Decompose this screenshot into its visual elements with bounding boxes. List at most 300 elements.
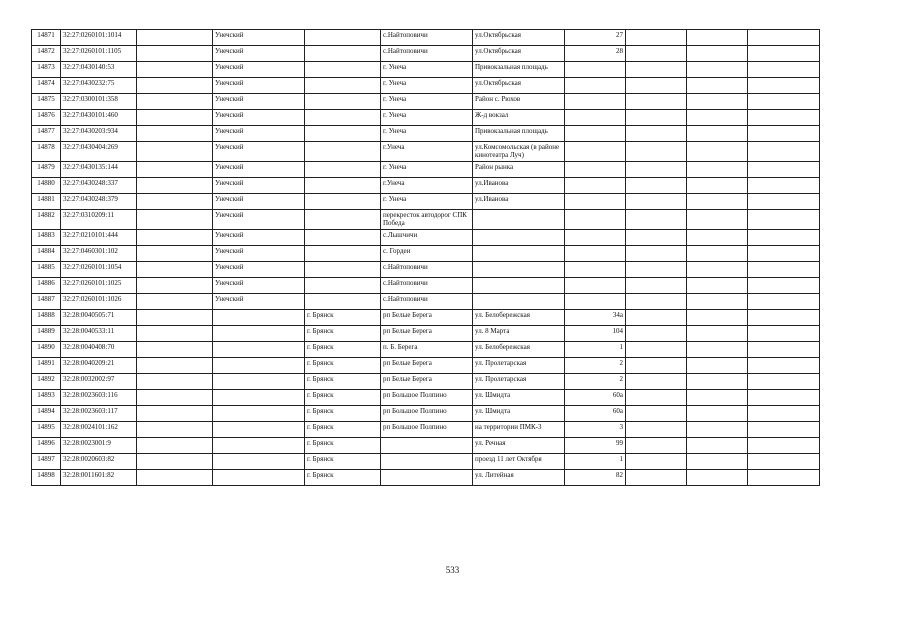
table-row bbox=[32, 422, 820, 438]
cell-city bbox=[305, 46, 381, 62]
cell-house-number: 28 bbox=[565, 46, 626, 62]
cell-cadastral-number: 32:27:0430404:269 bbox=[61, 142, 137, 162]
cell-city bbox=[305, 262, 381, 278]
cell-col-10 bbox=[687, 230, 748, 246]
cell-col-11 bbox=[748, 30, 820, 46]
cell-district: Унечский bbox=[213, 246, 305, 262]
cell-district: Унечский bbox=[213, 142, 305, 162]
cell-empty-col bbox=[137, 294, 213, 310]
cell-district: Унечский bbox=[213, 62, 305, 78]
cell-city: г. Брянск bbox=[305, 358, 381, 374]
cell-col-11 bbox=[748, 438, 820, 454]
cell-settlement: с.Найтоповичи bbox=[381, 30, 473, 46]
table-row bbox=[32, 406, 820, 422]
cell-district bbox=[213, 422, 305, 438]
cell-col-11 bbox=[748, 94, 820, 110]
cell-district bbox=[213, 438, 305, 454]
cell-settlement bbox=[381, 454, 473, 470]
cell-house-number bbox=[565, 246, 626, 262]
cell-settlement: рп Большое Полпино bbox=[381, 406, 473, 422]
cell-empty-col bbox=[137, 246, 213, 262]
cell-empty-col bbox=[137, 126, 213, 142]
cell-col-10 bbox=[687, 94, 748, 110]
cell-settlement: г. Унеча bbox=[381, 78, 473, 94]
cell-empty-col bbox=[137, 470, 213, 486]
cell-settlement: рп Белые Берега bbox=[381, 358, 473, 374]
cell-col-9 bbox=[626, 326, 687, 342]
cell-col-11 bbox=[748, 162, 820, 178]
cell-col-11 bbox=[748, 142, 820, 162]
cell-col-9 bbox=[626, 342, 687, 358]
cell-house-number bbox=[565, 194, 626, 210]
cell-district: Унечский bbox=[213, 210, 305, 230]
cell-street: Привокзальная площадь bbox=[473, 62, 565, 78]
cell-row-number: 14875 bbox=[32, 94, 61, 110]
cell-district bbox=[213, 342, 305, 358]
cell-empty-col bbox=[137, 30, 213, 46]
cell-col-11 bbox=[748, 326, 820, 342]
cell-street: ул.Иванова bbox=[473, 194, 565, 210]
cadastral-table bbox=[31, 29, 820, 486]
cell-house-number bbox=[565, 278, 626, 294]
cell-row-number: 14895 bbox=[32, 422, 61, 438]
cell-house-number bbox=[565, 110, 626, 126]
cell-col-9 bbox=[626, 422, 687, 438]
cell-row-number: 14886 bbox=[32, 278, 61, 294]
cell-district: Унечский bbox=[213, 30, 305, 46]
cell-col-9 bbox=[626, 110, 687, 126]
cell-cadastral-number: 32:28:0032002:97 bbox=[61, 374, 137, 390]
cell-district: Унечский bbox=[213, 126, 305, 142]
cell-col-9 bbox=[626, 194, 687, 210]
cell-row-number: 14885 bbox=[32, 262, 61, 278]
table-row bbox=[32, 390, 820, 406]
cell-street: ул. Речная bbox=[473, 438, 565, 454]
cell-empty-col bbox=[137, 162, 213, 178]
cell-settlement: с.Найтоповичи bbox=[381, 262, 473, 278]
cell-row-number: 14874 bbox=[32, 78, 61, 94]
table-row bbox=[32, 342, 820, 358]
cell-house-number bbox=[565, 230, 626, 246]
cell-city bbox=[305, 94, 381, 110]
cell-col-9 bbox=[626, 46, 687, 62]
cell-house-number bbox=[565, 162, 626, 178]
cell-empty-col bbox=[137, 422, 213, 438]
cell-empty-col bbox=[137, 406, 213, 422]
cell-city bbox=[305, 142, 381, 162]
cell-row-number: 14873 bbox=[32, 62, 61, 78]
cell-city: г. Брянск bbox=[305, 406, 381, 422]
cell-row-number: 14880 bbox=[32, 178, 61, 194]
cell-cadastral-number: 32:27:0260101:1026 bbox=[61, 294, 137, 310]
cell-house-number bbox=[565, 62, 626, 78]
cell-district bbox=[213, 374, 305, 390]
cell-street: ул.Октябрьская bbox=[473, 46, 565, 62]
cell-col-9 bbox=[626, 358, 687, 374]
cell-cadastral-number: 32:27:0430101:460 bbox=[61, 110, 137, 126]
table-row bbox=[32, 454, 820, 470]
cell-settlement: с.Найтоповичи bbox=[381, 294, 473, 310]
cell-col-11 bbox=[748, 422, 820, 438]
cell-col-10 bbox=[687, 178, 748, 194]
cell-house-number: 2 bbox=[565, 358, 626, 374]
cell-empty-col bbox=[137, 78, 213, 94]
cell-col-9 bbox=[626, 62, 687, 78]
cell-cadastral-number: 32:28:0040505:71 bbox=[61, 310, 137, 326]
cell-col-11 bbox=[748, 390, 820, 406]
table-row bbox=[32, 230, 820, 246]
cell-cadastral-number: 32:28:0011601:82 bbox=[61, 470, 137, 486]
cell-district: Унечский bbox=[213, 278, 305, 294]
cell-district bbox=[213, 454, 305, 470]
cell-street: ул. Пролетарская bbox=[473, 374, 565, 390]
cell-col-11 bbox=[748, 358, 820, 374]
cell-city bbox=[305, 278, 381, 294]
cell-empty-col bbox=[137, 230, 213, 246]
cell-street: ул.Комсомольская (в районе кинотеатра Луч) bbox=[473, 142, 565, 162]
cell-col-10 bbox=[687, 326, 748, 342]
cell-cadastral-number: 32:27:0260101:1054 bbox=[61, 262, 137, 278]
cell-row-number: 14897 bbox=[32, 454, 61, 470]
cell-street bbox=[473, 262, 565, 278]
cell-empty-col bbox=[137, 454, 213, 470]
cell-col-10 bbox=[687, 470, 748, 486]
cell-empty-col bbox=[137, 94, 213, 110]
cell-settlement: г. Унеча bbox=[381, 194, 473, 210]
cell-district: Унечский bbox=[213, 162, 305, 178]
cell-row-number: 14872 bbox=[32, 46, 61, 62]
table-row bbox=[32, 126, 820, 142]
cell-cadastral-number: 32:27:0260101:1025 bbox=[61, 278, 137, 294]
cell-col-10 bbox=[687, 30, 748, 46]
cell-col-10 bbox=[687, 110, 748, 126]
table-row bbox=[32, 210, 820, 230]
table-row bbox=[32, 246, 820, 262]
cell-settlement: рп Белые Берега bbox=[381, 310, 473, 326]
cell-col-10 bbox=[687, 422, 748, 438]
cell-city bbox=[305, 230, 381, 246]
cell-empty-col bbox=[137, 62, 213, 78]
cell-settlement: г. Унеча bbox=[381, 94, 473, 110]
cell-street: ул. Литейная bbox=[473, 470, 565, 486]
cell-col-10 bbox=[687, 390, 748, 406]
cell-settlement: рп Белые Берега bbox=[381, 326, 473, 342]
cell-house-number bbox=[565, 294, 626, 310]
cell-col-9 bbox=[626, 162, 687, 178]
cell-col-10 bbox=[687, 262, 748, 278]
table-row bbox=[32, 94, 820, 110]
cell-house-number bbox=[565, 262, 626, 278]
cell-settlement: г. Унеча bbox=[381, 62, 473, 78]
cell-district bbox=[213, 358, 305, 374]
cell-district: Унечский bbox=[213, 230, 305, 246]
cell-district: Унечский bbox=[213, 46, 305, 62]
cell-col-10 bbox=[687, 46, 748, 62]
cell-district bbox=[213, 390, 305, 406]
cell-row-number: 14898 bbox=[32, 470, 61, 486]
cell-empty-col bbox=[137, 310, 213, 326]
cell-col-10 bbox=[687, 406, 748, 422]
cell-col-10 bbox=[687, 454, 748, 470]
cell-house-number bbox=[565, 142, 626, 162]
cell-col-11 bbox=[748, 210, 820, 230]
cell-settlement: г.Унеча bbox=[381, 178, 473, 194]
cell-col-11 bbox=[748, 62, 820, 78]
table-row bbox=[32, 194, 820, 210]
cell-district: Унечский bbox=[213, 178, 305, 194]
cell-cadastral-number: 32:28:0023603:117 bbox=[61, 406, 137, 422]
cell-house-number: 60а bbox=[565, 390, 626, 406]
cell-street bbox=[473, 294, 565, 310]
cell-col-10 bbox=[687, 246, 748, 262]
cell-col-11 bbox=[748, 454, 820, 470]
cell-settlement: рп Белые Берега bbox=[381, 374, 473, 390]
cell-street: Привокзальная площадь bbox=[473, 126, 565, 142]
cell-settlement: с.Найтоповичи bbox=[381, 46, 473, 62]
cell-row-number: 14879 bbox=[32, 162, 61, 178]
cell-empty-col bbox=[137, 210, 213, 230]
cell-col-11 bbox=[748, 470, 820, 486]
cell-col-11 bbox=[748, 46, 820, 62]
cell-col-11 bbox=[748, 194, 820, 210]
cell-cadastral-number: 32:27:0430232:75 bbox=[61, 78, 137, 94]
table-row bbox=[32, 294, 820, 310]
cell-street: Район с. Рюхов bbox=[473, 94, 565, 110]
cell-empty-col bbox=[137, 278, 213, 294]
cell-col-11 bbox=[748, 294, 820, 310]
cell-city bbox=[305, 294, 381, 310]
cell-col-10 bbox=[687, 342, 748, 358]
cell-col-9 bbox=[626, 406, 687, 422]
cell-empty-col bbox=[137, 358, 213, 374]
cell-row-number: 14889 bbox=[32, 326, 61, 342]
cell-district bbox=[213, 310, 305, 326]
cell-settlement bbox=[381, 470, 473, 486]
cell-house-number bbox=[565, 78, 626, 94]
cell-col-9 bbox=[626, 210, 687, 230]
cell-cadastral-number: 32:27:0430203:934 bbox=[61, 126, 137, 142]
cell-cadastral-number: 32:27:0430248:379 bbox=[61, 194, 137, 210]
cell-house-number: 104 bbox=[565, 326, 626, 342]
cell-street: ул.Октябрьская bbox=[473, 78, 565, 94]
cell-street: ул. 8 Марта bbox=[473, 326, 565, 342]
cell-house-number: 99 bbox=[565, 438, 626, 454]
cell-empty-col bbox=[137, 374, 213, 390]
cell-row-number: 14876 bbox=[32, 110, 61, 126]
cell-city bbox=[305, 78, 381, 94]
cell-col-11 bbox=[748, 78, 820, 94]
cell-settlement: п. Б. Берега bbox=[381, 342, 473, 358]
cell-city bbox=[305, 246, 381, 262]
table-row bbox=[32, 358, 820, 374]
cell-col-10 bbox=[687, 126, 748, 142]
cell-col-9 bbox=[626, 78, 687, 94]
cell-city: г. Брянск bbox=[305, 470, 381, 486]
cell-col-9 bbox=[626, 178, 687, 194]
cell-row-number: 14881 bbox=[32, 194, 61, 210]
cell-city bbox=[305, 62, 381, 78]
cell-col-11 bbox=[748, 406, 820, 422]
cell-row-number: 14896 bbox=[32, 438, 61, 454]
cell-col-9 bbox=[626, 278, 687, 294]
cell-col-11 bbox=[748, 178, 820, 194]
cell-city bbox=[305, 194, 381, 210]
cell-cadastral-number: 32:27:0430248:337 bbox=[61, 178, 137, 194]
cell-district: Унечский bbox=[213, 294, 305, 310]
cell-settlement: перекресток автодорог СПК Победа bbox=[381, 210, 473, 230]
cell-col-11 bbox=[748, 126, 820, 142]
cell-settlement: рп Большое Полпино bbox=[381, 390, 473, 406]
cell-house-number bbox=[565, 94, 626, 110]
cell-cadastral-number: 32:27:0310209:11 bbox=[61, 210, 137, 230]
cell-city: г. Брянск bbox=[305, 310, 381, 326]
table-row bbox=[32, 262, 820, 278]
cell-row-number: 14877 bbox=[32, 126, 61, 142]
cell-city: г. Брянск bbox=[305, 454, 381, 470]
cell-street: Ж-д вокзал bbox=[473, 110, 565, 126]
cell-city bbox=[305, 162, 381, 178]
cell-street bbox=[473, 210, 565, 230]
cell-cadastral-number: 32:27:0210101:444 bbox=[61, 230, 137, 246]
cell-cadastral-number: 32:28:0020603:82 bbox=[61, 454, 137, 470]
cell-row-number: 14878 bbox=[32, 142, 61, 162]
cell-street bbox=[473, 246, 565, 262]
cell-settlement: г. Унеча bbox=[381, 110, 473, 126]
cell-col-10 bbox=[687, 194, 748, 210]
cell-street: ул. Белобережская bbox=[473, 310, 565, 326]
cell-street: на территории ПМК-3 bbox=[473, 422, 565, 438]
cell-col-11 bbox=[748, 110, 820, 126]
cell-city bbox=[305, 178, 381, 194]
cell-settlement: рп Большое Полпино bbox=[381, 422, 473, 438]
cell-row-number: 14888 bbox=[32, 310, 61, 326]
cell-row-number: 14883 bbox=[32, 230, 61, 246]
cell-col-10 bbox=[687, 310, 748, 326]
table-row bbox=[32, 78, 820, 94]
cell-street: ул. Пролетарская bbox=[473, 358, 565, 374]
cell-cadastral-number: 32:27:0260101:1014 bbox=[61, 30, 137, 46]
cell-house-number: 1 bbox=[565, 454, 626, 470]
table-row bbox=[32, 30, 820, 46]
cell-house-number: 60а bbox=[565, 406, 626, 422]
table-row bbox=[32, 110, 820, 126]
cell-street bbox=[473, 230, 565, 246]
cell-district bbox=[213, 470, 305, 486]
cell-city bbox=[305, 126, 381, 142]
cell-col-9 bbox=[626, 246, 687, 262]
cell-empty-col bbox=[137, 342, 213, 358]
cell-row-number: 14871 bbox=[32, 30, 61, 46]
cell-col-9 bbox=[626, 310, 687, 326]
cell-cadastral-number: 32:28:0023001:9 bbox=[61, 438, 137, 454]
cell-street: ул. Белобережская bbox=[473, 342, 565, 358]
table-row bbox=[32, 62, 820, 78]
cell-house-number bbox=[565, 210, 626, 230]
cell-city bbox=[305, 110, 381, 126]
cell-col-10 bbox=[687, 294, 748, 310]
cell-district: Унечский bbox=[213, 94, 305, 110]
cell-col-9 bbox=[626, 262, 687, 278]
cell-row-number: 14882 bbox=[32, 210, 61, 230]
cell-city bbox=[305, 210, 381, 230]
cell-col-11 bbox=[748, 342, 820, 358]
cell-empty-col bbox=[137, 262, 213, 278]
cell-empty-col bbox=[137, 110, 213, 126]
cell-row-number: 14884 bbox=[32, 246, 61, 262]
cell-house-number bbox=[565, 178, 626, 194]
cell-settlement: г.Унеча bbox=[381, 142, 473, 162]
cell-district bbox=[213, 406, 305, 422]
cell-col-10 bbox=[687, 210, 748, 230]
cell-col-9 bbox=[626, 230, 687, 246]
cell-district bbox=[213, 326, 305, 342]
cell-empty-col bbox=[137, 326, 213, 342]
cell-street: ул.Октябрьская bbox=[473, 30, 565, 46]
cell-settlement bbox=[381, 438, 473, 454]
cell-empty-col bbox=[137, 178, 213, 194]
cell-street: ул. Шмидта bbox=[473, 406, 565, 422]
cell-empty-col bbox=[137, 46, 213, 62]
cell-district: Унечский bbox=[213, 110, 305, 126]
cell-col-9 bbox=[626, 374, 687, 390]
cell-row-number: 14891 bbox=[32, 358, 61, 374]
cell-city: г. Брянск bbox=[305, 438, 381, 454]
cell-cadastral-number: 32:27:0260101:1105 bbox=[61, 46, 137, 62]
cell-city: г. Брянск bbox=[305, 374, 381, 390]
cell-city bbox=[305, 30, 381, 46]
cell-city: г. Брянск bbox=[305, 326, 381, 342]
cell-col-9 bbox=[626, 126, 687, 142]
cell-street bbox=[473, 278, 565, 294]
table-row bbox=[32, 310, 820, 326]
page-number: 533 bbox=[445, 565, 460, 575]
cell-city: г. Брянск bbox=[305, 342, 381, 358]
cell-city: г. Брянск bbox=[305, 422, 381, 438]
cell-settlement: г. Унеча bbox=[381, 126, 473, 142]
cell-col-9 bbox=[626, 470, 687, 486]
cell-cadastral-number: 32:28:0024101:162 bbox=[61, 422, 137, 438]
cell-row-number: 14887 bbox=[32, 294, 61, 310]
cell-street: ул. Шмидта bbox=[473, 390, 565, 406]
cell-house-number: 82 bbox=[565, 470, 626, 486]
cell-house-number: 3 bbox=[565, 422, 626, 438]
cell-row-number: 14894 bbox=[32, 406, 61, 422]
cell-empty-col bbox=[137, 438, 213, 454]
cell-row-number: 14892 bbox=[32, 374, 61, 390]
cell-col-10 bbox=[687, 374, 748, 390]
cell-col-9 bbox=[626, 390, 687, 406]
cell-col-10 bbox=[687, 278, 748, 294]
cell-col-10 bbox=[687, 438, 748, 454]
cell-col-11 bbox=[748, 278, 820, 294]
table-row bbox=[32, 46, 820, 62]
cell-empty-col bbox=[137, 194, 213, 210]
cell-cadastral-number: 32:27:0300101:358 bbox=[61, 94, 137, 110]
cell-col-9 bbox=[626, 438, 687, 454]
cell-col-9 bbox=[626, 142, 687, 162]
table-row bbox=[32, 278, 820, 294]
table-row bbox=[32, 142, 820, 162]
cell-city: г. Брянск bbox=[305, 390, 381, 406]
table-row bbox=[32, 162, 820, 178]
cell-district: Унечский bbox=[213, 262, 305, 278]
table-body bbox=[32, 30, 820, 486]
cell-col-11 bbox=[748, 246, 820, 262]
cell-settlement: с. Гордеи bbox=[381, 246, 473, 262]
cell-house-number: 34а bbox=[565, 310, 626, 326]
cell-house-number: 2 bbox=[565, 374, 626, 390]
cell-col-9 bbox=[626, 30, 687, 46]
